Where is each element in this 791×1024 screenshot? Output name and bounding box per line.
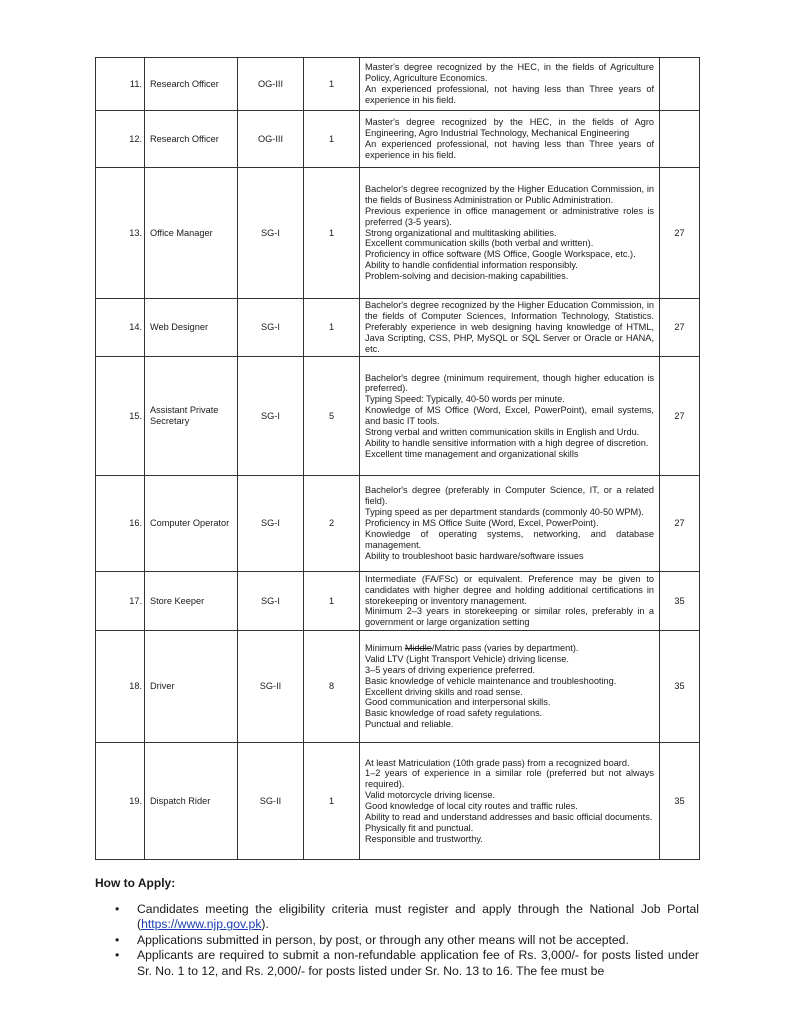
qualification-cell [360,299,660,357]
serial-number-cell: 17. [96,572,145,631]
qualification-cell [360,168,660,299]
bullet-icon: • [115,932,120,947]
qualification-cell [360,111,660,168]
qualification-line: 1–2 years of experience in a similar role (preferred but not always required). [365,768,654,790]
qualification-line: 3–5 years of driving experience preferred. [365,664,536,675]
how-to-apply-section [95,876,699,979]
njp-portal-link[interactable]: https://www.njp.gov.pk [141,917,262,932]
qualification-line: Responsible and trustworthy. [365,833,483,844]
qualification-cell [360,572,660,631]
qualification-cell [360,476,660,572]
qualification-line: Valid LTV (Light Transport Vehicle) driving license. [365,653,569,664]
qualification-line: Bachelor's degree (minimum requirement, though higher education is preferred). [365,372,654,394]
table-row [96,476,700,572]
qualification-line: At least Matriculation (10th grade pass) from a recognized board. [365,757,630,768]
max-age-cell: 35 [660,631,700,743]
qualification-cell [360,631,660,743]
pay-scale-cell: SG-I [238,357,304,476]
qualification-line: Physically fit and punctual. [365,822,474,833]
qualification-line: Strong organizational and multitasking abilities. [365,227,557,238]
qualification-line: Minimum 2–3 years in storekeeping or similar roles, preferably in a government or large organization setting [365,606,654,628]
max-age-cell: 27 [660,168,700,299]
qualification-line: Excellent communication skills (both verbal and written). [365,238,594,249]
post-title-cell: Computer Operator [145,476,238,572]
pay-scale-cell: OG-III [238,111,304,168]
post-count-cell: 8 [304,631,360,743]
apply-item-2-text: Applications submitted in person, by post, or through any other means will not be accepted. [137,932,629,947]
apply-item-1-text: Candidates meeting the eligibility criteria must register and apply through the National Job Portal ( [137,902,699,932]
qualification-line: Master's degree recognized by the HEC, in the fields of Agriculture Policy, Agriculture Economics. [365,62,654,84]
qualification-line: Ability to troubleshoot basic hardware/software issues [365,550,584,561]
qualification-cell [360,743,660,860]
qualification-line: Typing speed as per department standards (commonly 40-50 WPM). [365,507,644,518]
post-title-cell: Web Designer [145,299,238,357]
qualification-line: Bachelor's degree (preferably in Computer Science, IT, or a related field). [365,485,654,507]
max-age-cell: 27 [660,357,700,476]
serial-number-cell: 13. [96,168,145,299]
qualification-line: Knowledge of MS Office (Word, Excel, PowerPoint), email systems, and basic IT tools. [365,405,654,426]
qualification-line: Typing Speed: Typically, 40-50 words per minute. [365,394,565,405]
qualification-cell [360,357,660,476]
qualification-line: An experienced professional, not having less than Three years of experience in his field. [365,139,654,160]
qualification-line: Excellent time management and organizational skills [365,448,579,459]
table-row [96,357,700,476]
qualification-line: Proficiency in MS Office Suite (Word, Excel, PowerPoint). [365,518,599,529]
pay-scale-cell: SG-I [238,299,304,357]
max-age-cell [660,58,700,111]
qualification-line: Strong verbal and written communication skills in English and Urdu. [365,426,640,437]
qualification-line: Basic knowledge of vehicle maintenance and troubleshooting. [365,675,617,686]
qualification-line: Previous experience in office management or administrative roles is preferred (3-5 years). [365,205,654,227]
post-title-cell: Research Officer [145,111,238,168]
max-age-cell [660,111,700,168]
pay-scale-cell: SG-I [238,168,304,299]
post-title-cell: Office Manager [145,168,238,299]
post-title-cell: Driver [145,631,238,743]
post-count-cell: 1 [304,743,360,860]
qualification-cell [360,58,660,111]
table-row [96,631,700,743]
qualification-line: Valid motorcycle driving license. [365,790,496,801]
post-count-cell: 1 [304,299,360,357]
bullet-icon: • [115,948,120,963]
list-item [95,902,699,933]
jobs-table [95,57,700,860]
post-count-cell: 1 [304,168,360,299]
qualification-line: Master's degree recognized by the HEC, in the fields of Agro Engineering, Agro Industrial Technology, Mechanical Engineering [365,117,654,139]
list-item [95,948,699,979]
qualification-line: Bachelor's degree recognized by the Higher Education Commission, in the fields of Business Administration or Public Administration. [365,184,654,205]
table-row [96,572,700,631]
serial-number-cell: 19. [96,743,145,860]
post-title-cell: Research Officer [145,58,238,111]
pay-scale-cell: SG-II [238,631,304,743]
post-count-cell: 1 [304,111,360,168]
apply-instructions-list [95,902,699,979]
qualification-line: An experienced professional, not having less than Three years of experience in his field. [365,84,654,105]
list-item [95,933,699,948]
max-age-cell: 27 [660,299,700,357]
post-title-cell: Assistant Private Secretary [145,357,238,476]
qualification-line: Minimum Middle/Matric pass (varies by department). [365,643,579,654]
post-title-cell: Dispatch Rider [145,743,238,860]
post-count-cell: 2 [304,476,360,572]
table-row [96,111,700,168]
post-title-cell: Store Keeper [145,572,238,631]
qualification-line: Knowledge of operating systems, networking, and database management. [365,528,654,550]
serial-number-cell: 16. [96,476,145,572]
how-to-apply-heading: How to Apply: [95,876,176,890]
qualification-line: Bachelor's degree recognized by the Higher Education Commission, in the fields of Computer Sciences, Information Technology, Statistics. Preferably experience in web designing having knowledge of HTML, Java Scripting, CSS, PHP, MySQL or SQL Server or Oracle or HANA, etc. [365,300,654,354]
max-age-cell: 35 [660,743,700,860]
table-row [96,299,700,357]
post-count-cell: 5 [304,357,360,476]
qualification-line: Problem-solving and decision-making capabilities. [365,271,569,281]
qualification-line: Good communication and interpersonal skills. [365,697,551,708]
bullet-icon: • [115,902,120,916]
serial-number-cell: 15. [96,357,145,476]
qualification-line: Ability to handle sensitive information with a high degree of discretion. [365,437,649,448]
apply-item-1-suffix: ). [261,917,269,932]
qualification-line: Basic knowledge of road safety regulations. [365,708,543,719]
pay-scale-cell: OG-III [238,58,304,111]
qualification-line: Ability to handle confidential information responsibly. [365,260,578,271]
table-row [96,743,700,860]
qualification-line: Intermediate (FA/FSc) or equivalent. Preference may be given to candidates with higher degree and holding additional certifications in storekeeping or inventory management. [365,573,654,606]
max-age-cell: 27 [660,476,700,572]
qualification-line: Excellent driving skills and road sense. [365,686,523,697]
pay-scale-cell: SG-I [238,476,304,572]
max-age-cell: 35 [660,572,700,631]
post-count-cell: 1 [304,58,360,111]
table-row [96,58,700,111]
serial-number-cell: 18. [96,631,145,743]
serial-number-cell: 12. [96,111,145,168]
serial-number-cell: 11. [96,58,145,111]
qualification-line: Ability to read and understand addresses and basic official documents. [365,811,653,822]
qualification-line: Proficiency in office software (MS Office, Google Workspace, etc.). [365,249,636,260]
qualification-line: Good knowledge of local city routes and traffic rules. [365,801,578,811]
pay-scale-cell: SG-II [238,743,304,860]
table-row [96,168,700,299]
qualification-line: Punctual and reliable. [365,719,454,730]
post-count-cell: 1 [304,572,360,631]
jobs-table-body [96,58,700,860]
pay-scale-cell: SG-I [238,572,304,631]
serial-number-cell: 14. [96,299,145,357]
apply-item-3-text: Applicants are required to submit a non-refundable application fee of Rs. 3,000/- for posts listed under Sr. No. 1 to 12, and Rs. 2,000/- for posts listed under Sr. No. 13 to 16. The fee must be [137,948,699,978]
struck-word: Middle [404,643,432,654]
